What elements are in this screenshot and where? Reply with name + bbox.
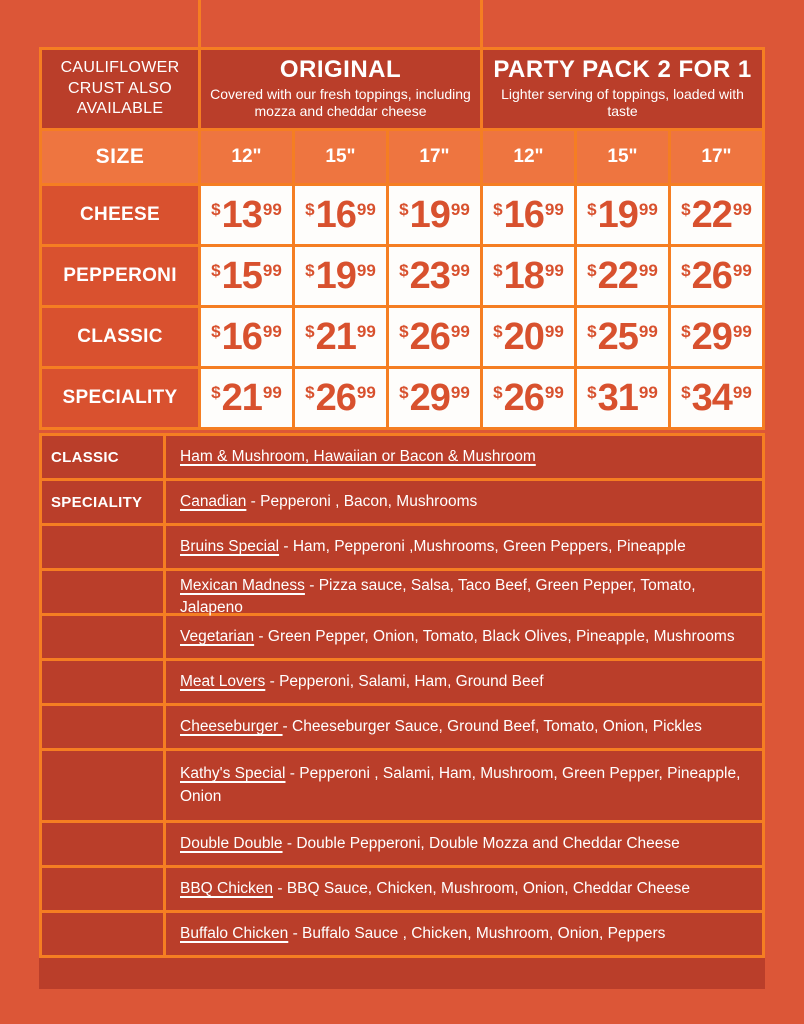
price-dollar: $ [399, 322, 409, 341]
special-row [42, 616, 762, 658]
price-cell [295, 308, 386, 366]
special-row [42, 913, 762, 955]
special-category-label [42, 616, 163, 658]
special-description [166, 706, 762, 748]
price-cents: 99 [450, 383, 470, 402]
price-dollar: $ [399, 383, 409, 402]
special-category-label [42, 751, 163, 820]
price-dollar: $ [493, 322, 503, 341]
price-dollar: $ [493, 383, 503, 402]
price-dollar: $ [305, 200, 315, 219]
group-title: ORIGINAL [279, 56, 402, 84]
specials-table [39, 433, 765, 958]
price-dollar: $ [587, 322, 597, 341]
special-toppings: - BBQ Sauce, Chicken, Mushroom, Onion, Cheddar Cheese [273, 879, 691, 897]
special-name: Canadian [180, 492, 247, 510]
special-row [42, 436, 762, 478]
price-cell [577, 369, 668, 427]
special-name: Vegetarian [180, 627, 255, 645]
special-category-label [42, 823, 163, 865]
price-dollar: $ [681, 200, 691, 219]
pizza-row-label: CHEESE [42, 186, 198, 244]
price-cents: 99 [732, 383, 752, 402]
price-amount: 26 [503, 377, 544, 419]
special-category-label: CLASSIC [42, 436, 163, 478]
cauliflower-crust-note [42, 50, 198, 128]
size-column-header: 17" [389, 131, 480, 183]
price-dollar: $ [399, 261, 409, 280]
size-column-header: 15" [295, 131, 386, 183]
price-amount: 16 [315, 194, 356, 236]
group-subtitle: Covered with our fresh toppings, including mozza and cheddar cheese [210, 85, 471, 120]
price-amount: 19 [597, 194, 638, 236]
price-cell [389, 369, 480, 427]
special-description [166, 571, 762, 617]
special-toppings: - Pepperoni , Bacon, Mushrooms [246, 492, 478, 510]
price-cell [295, 186, 386, 244]
price-cents: 99 [262, 200, 282, 219]
size-column-header: 15" [577, 131, 668, 183]
price-amount: 26 [691, 255, 732, 297]
price-cell [201, 308, 292, 366]
price-cents: 99 [544, 261, 564, 280]
price-cell [295, 369, 386, 427]
price-amount: 16 [221, 316, 262, 358]
price-amount: 16 [503, 194, 544, 236]
special-row [42, 868, 762, 910]
special-category-label [42, 571, 163, 613]
special-toppings: - Double Pepperoni, Double Mozza and Cheddar Cheese [282, 834, 680, 852]
special-description [166, 913, 762, 955]
price-amount: 22 [691, 194, 732, 236]
note-line: AVAILABLE [76, 100, 164, 118]
column-divider-line [198, 0, 201, 47]
price-cell [671, 247, 762, 305]
price-cents: 99 [356, 383, 376, 402]
price-dollar: $ [493, 200, 503, 219]
price-cents: 99 [544, 322, 564, 341]
special-name: Cheeseburger [180, 717, 283, 735]
price-amount: 29 [691, 316, 732, 358]
price-cell [577, 247, 668, 305]
price-cents: 99 [262, 322, 282, 341]
special-row [42, 751, 762, 820]
price-cell [577, 308, 668, 366]
special-description [166, 661, 762, 703]
size-row-label: SIZE [42, 131, 198, 183]
special-description [166, 481, 762, 523]
price-cents: 99 [262, 261, 282, 280]
special-row [42, 706, 762, 748]
price-dollar: $ [587, 261, 597, 280]
price-cents: 99 [450, 322, 470, 341]
price-amount: 31 [597, 377, 638, 419]
special-name: Kathy's Special [180, 765, 286, 783]
price-cents: 99 [262, 383, 282, 402]
price-cell [671, 308, 762, 366]
price-cents: 99 [638, 383, 658, 402]
price-cell [201, 186, 292, 244]
price-cents: 99 [450, 200, 470, 219]
price-dollar: $ [587, 383, 597, 402]
group-title: PARTY PACK 2 FOR 1 [493, 56, 752, 84]
price-cents: 99 [638, 322, 658, 341]
special-name: Bruins Special [180, 537, 280, 555]
size-column-header: 12" [483, 131, 574, 183]
special-category-label [42, 868, 163, 910]
price-dollar: $ [681, 322, 691, 341]
price-cell [389, 308, 480, 366]
size-column-header: 17" [671, 131, 762, 183]
special-description [166, 616, 762, 658]
price-cell [483, 308, 574, 366]
original-group-header [201, 50, 480, 128]
price-cents: 99 [356, 322, 376, 341]
price-cell [483, 186, 574, 244]
price-dollar: $ [305, 322, 315, 341]
special-category-label [42, 526, 163, 568]
price-dollar: $ [587, 200, 597, 219]
price-amount: 18 [503, 255, 544, 297]
price-cents: 99 [638, 261, 658, 280]
special-name: Meat Lovers [180, 672, 266, 690]
price-cell [671, 369, 762, 427]
price-dollar: $ [681, 383, 691, 402]
pizza-price-table [39, 47, 765, 430]
price-amount: 21 [221, 377, 262, 419]
price-dollar: $ [681, 261, 691, 280]
price-cell [483, 247, 574, 305]
special-description [166, 526, 762, 568]
price-amount: 19 [315, 255, 356, 297]
price-amount: 21 [315, 316, 356, 358]
group-subtitle: Lighter serving of toppings, loaded with taste [501, 85, 744, 120]
price-cell [671, 186, 762, 244]
price-amount: 23 [409, 255, 450, 297]
special-description [166, 868, 762, 910]
special-category-label [42, 706, 163, 748]
special-description [166, 436, 762, 478]
special-category-label [42, 913, 163, 955]
price-dollar: $ [493, 261, 503, 280]
price-amount: 34 [691, 377, 732, 419]
price-dollar: $ [211, 383, 221, 402]
price-cell [577, 186, 668, 244]
special-name: Buffalo Chicken [180, 924, 289, 942]
price-amount: 26 [315, 377, 356, 419]
price-cell [295, 247, 386, 305]
column-divider-line [480, 0, 483, 47]
price-cents: 99 [732, 261, 752, 280]
special-category-label [42, 661, 163, 703]
special-toppings: - Buffalo Sauce , Chicken, Mushroom, Onion, Peppers [288, 924, 666, 942]
special-name: Double Double [180, 834, 283, 852]
price-cents: 99 [356, 261, 376, 280]
price-amount: 20 [503, 316, 544, 358]
party-pack-group-header [483, 50, 762, 128]
price-dollar: $ [211, 322, 221, 341]
size-column-header: 12" [201, 131, 292, 183]
special-toppings: - Cheeseburger Sauce, Ground Beef, Tomato, Onion, Pickles [282, 717, 702, 735]
special-row [42, 481, 762, 523]
price-cents: 99 [544, 200, 564, 219]
special-row [42, 661, 762, 703]
price-cell [483, 369, 574, 427]
special-name: BBQ Chicken [180, 879, 274, 897]
special-row [42, 571, 762, 617]
note-line: CRUST ALSO [67, 79, 173, 97]
price-cents: 99 [544, 383, 564, 402]
price-dollar: $ [211, 261, 221, 280]
special-row [42, 526, 762, 568]
price-amount: 19 [409, 194, 450, 236]
price-amount: 25 [597, 316, 638, 358]
special-toppings: - Pepperoni , Salami, Ham, Mushroom, Green Pepper, Pineapple, Onion [180, 765, 741, 805]
special-category-label: SPECIALITY [42, 481, 163, 523]
price-cents: 99 [732, 200, 752, 219]
note-line: CAULIFLOWER [60, 58, 180, 76]
price-amount: 15 [221, 255, 262, 297]
price-dollar: $ [399, 200, 409, 219]
special-toppings: - Pepperoni, Salami, Ham, Ground Beef [265, 672, 544, 690]
special-name: Ham & Mushroom, Hawaiian or Bacon & Mushroom [180, 447, 536, 465]
special-description [166, 823, 762, 865]
top-strip [0, 0, 804, 47]
price-dollar: $ [305, 261, 315, 280]
price-amount: 13 [221, 194, 262, 236]
special-toppings: - Green Pepper, Onion, Tomato, Black Olives, Pineapple, Mushrooms [254, 627, 735, 645]
special-row [42, 823, 762, 865]
price-dollar: $ [305, 383, 315, 402]
special-toppings: - Ham, Pepperoni ,Mushrooms, Green Peppers, Pineapple [279, 537, 686, 555]
footer-band [39, 958, 765, 989]
special-description [166, 751, 762, 820]
price-cents: 99 [732, 322, 752, 341]
price-cell [389, 186, 480, 244]
special-toppings: - Pizza sauce, Salsa, Taco Beef, Green Pepper, Tomato, Jalapeno [180, 577, 696, 617]
price-amount: 26 [409, 316, 450, 358]
special-name: Mexican Madness [180, 577, 305, 594]
price-dollar: $ [211, 200, 221, 219]
price-cell [201, 369, 292, 427]
price-cents: 99 [356, 200, 376, 219]
price-cents: 99 [638, 200, 658, 219]
pizza-row-label: CLASSIC [42, 308, 198, 366]
price-amount: 22 [597, 255, 638, 297]
price-amount: 29 [409, 377, 450, 419]
pizza-row-label: PEPPERONI [42, 247, 198, 305]
price-cell [389, 247, 480, 305]
price-cell [201, 247, 292, 305]
pizza-row-label: SPECIALITY [42, 369, 198, 427]
price-cents: 99 [450, 261, 470, 280]
